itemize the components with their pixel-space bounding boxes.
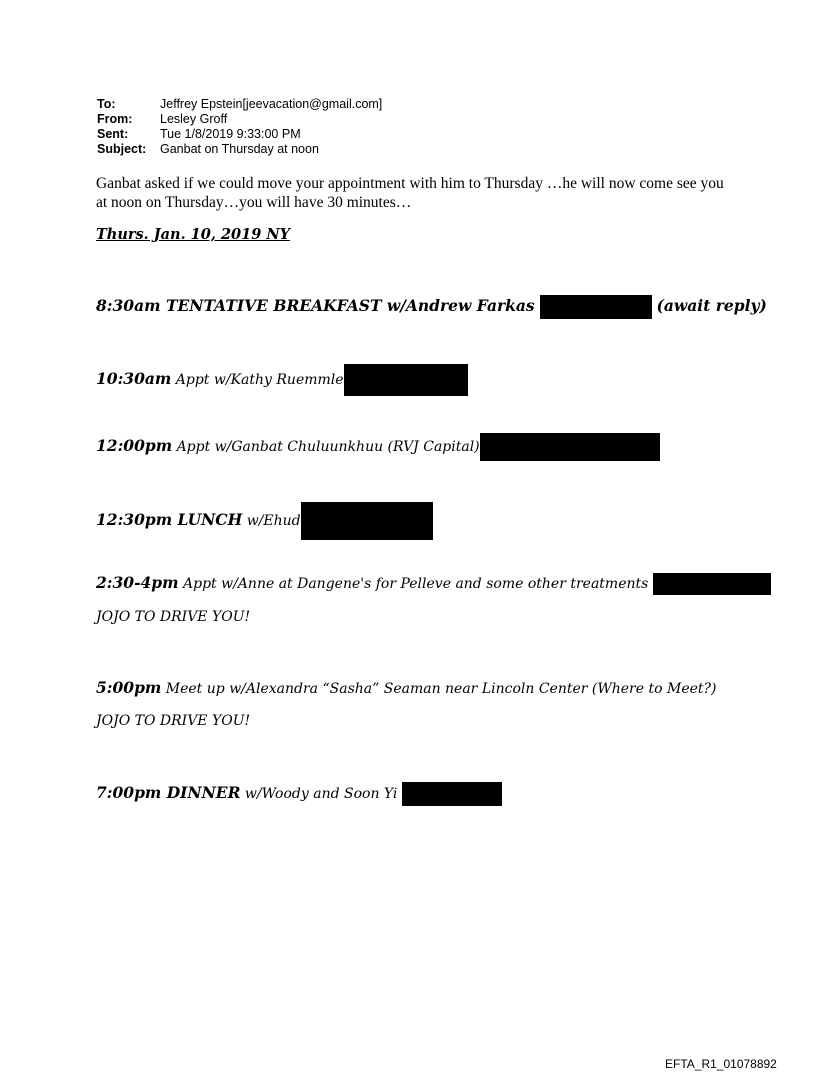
schedule-item-sasha — [96, 678, 716, 697]
redaction — [480, 433, 660, 461]
schedule-note: JOJO TO DRIVE YOU! — [96, 609, 251, 625]
item-time: 12:30pm — [96, 510, 173, 529]
redaction — [402, 782, 502, 806]
item-text: w/Ehud — [246, 513, 301, 529]
email-header — [97, 97, 382, 157]
to-label: To: — [97, 97, 116, 111]
subject-value: Ganbat on Thursday at noon — [160, 142, 319, 156]
to-value: Jeffrey Epstein[jeevacation@gmail.com] — [160, 97, 383, 111]
to-row — [97, 97, 382, 112]
sent-label: Sent: — [97, 127, 129, 141]
item-time: 5:00pm — [96, 678, 162, 697]
item-time: 12:00pm — [96, 436, 173, 455]
redaction — [653, 573, 771, 595]
document-id: EFTA_R1_01078892 — [665, 1057, 777, 1071]
item-suffix: (await reply) — [656, 296, 767, 315]
item-text: Appt w/Kathy Ruemmle — [175, 372, 344, 388]
redaction — [301, 502, 433, 540]
item-bold: DINNER — [166, 783, 241, 802]
item-text: w/Woody and Soon Yi — [244, 786, 398, 802]
schedule-item-breakfast — [96, 295, 767, 319]
schedule-date: Thurs. Jan. 10, 2019 NY — [96, 226, 290, 243]
schedule-item-dinner — [96, 782, 502, 806]
item-text: Appt w/Ganbat Chuluunkhuu (RVJ Capital) — [176, 439, 480, 455]
redaction — [344, 364, 468, 396]
schedule-item-ganbat — [96, 433, 660, 461]
item-bold: LUNCH — [177, 510, 243, 529]
schedule-note: JOJO TO DRIVE YOU! — [96, 713, 251, 729]
item-time: 10:30am — [96, 369, 172, 388]
item-text: Meet up w/Alexandra “Sasha” Seaman near Lincoln Center (Where to Meet?) — [165, 681, 717, 697]
sent-row — [97, 127, 382, 142]
email-body: Ganbat asked if we could move your appointment with him to Thursday …he will now come see you at noon on Thursday…you will have 30 minutes… — [96, 175, 724, 211]
item-time: 8:30am — [96, 296, 161, 315]
redaction — [540, 295, 652, 319]
schedule-item-lunch — [96, 502, 433, 540]
subject-label: Subject: — [97, 142, 147, 156]
schedule-item-kathy — [96, 364, 468, 396]
from-label: From: — [97, 112, 133, 126]
item-text: TENTATIVE BREAKFAST w/Andrew Farkas — [165, 296, 535, 315]
from-value: Lesley Groff — [160, 112, 228, 126]
item-text: Appt w/Anne at Dangene's for Pelleve and some other treatments — [183, 576, 649, 592]
sent-value: Tue 1/8/2019 9:33:00 PM — [160, 127, 301, 141]
item-time: 7:00pm — [96, 783, 162, 802]
subject-row — [97, 142, 382, 157]
schedule-item-anne — [96, 573, 771, 595]
item-time: 2:30-4pm — [96, 573, 179, 592]
from-row — [97, 112, 382, 127]
